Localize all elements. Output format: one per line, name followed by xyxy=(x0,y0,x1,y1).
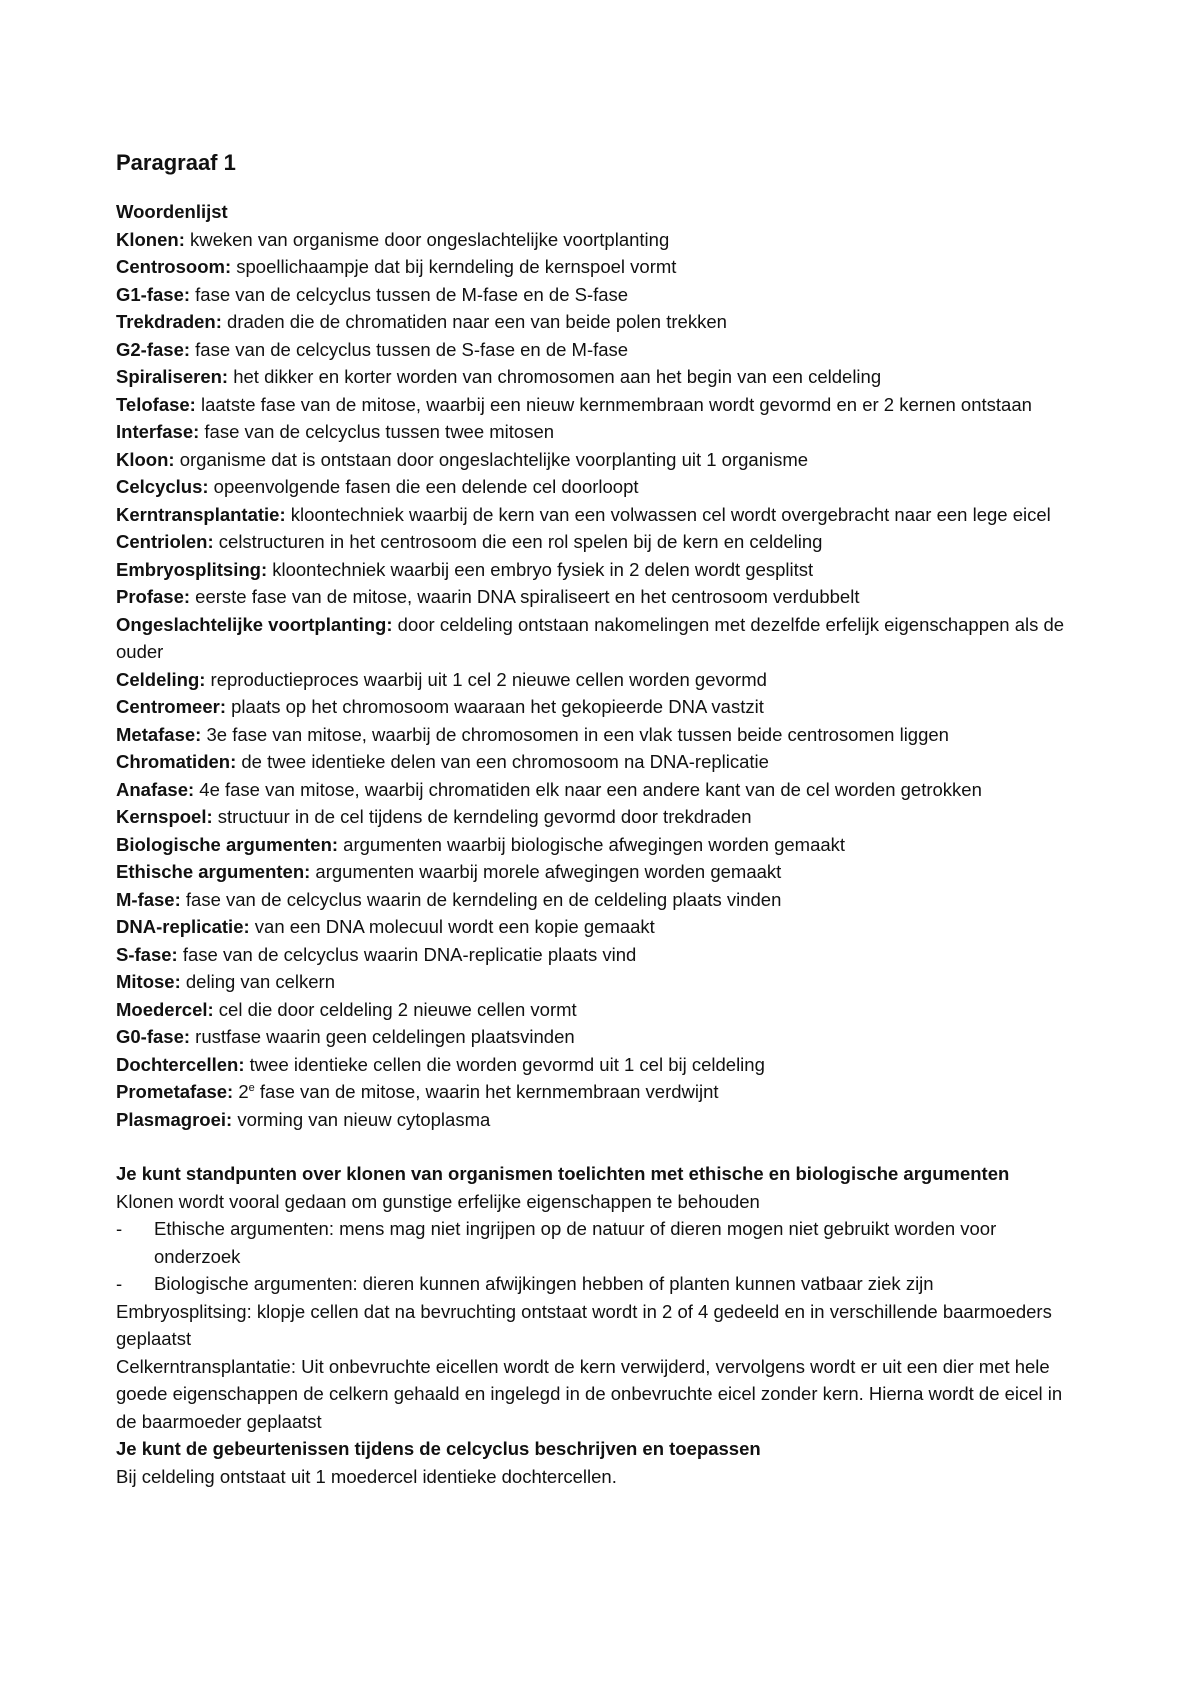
glossary-entry xyxy=(116,391,1076,419)
glossary-term: Celcyclus: xyxy=(116,476,209,497)
glossary-definition: 2 xyxy=(233,1081,249,1102)
bullet-text: Biologische argumenten: dieren kunnen afwijkingen hebben of planten kunnen vatbaar ziek zijn xyxy=(154,1273,934,1294)
glossary-entry xyxy=(116,803,1076,831)
glossary-term: Moedercel: xyxy=(116,998,214,1020)
glossary-term: Spiraliseren: xyxy=(116,366,229,387)
glossary-entry xyxy=(116,253,1076,281)
bullet-item xyxy=(116,1270,1076,1298)
bullet-dash: - xyxy=(116,1218,123,1239)
glossary-definition: opeenvolgende fasen die een delende cel doorloopt xyxy=(208,476,639,497)
glossary-term: Embryosplitsing: xyxy=(116,558,268,580)
glossary-entry xyxy=(116,226,1076,254)
glossary-definition: cel die door celdeling 2 nieuwe cellen vormt xyxy=(213,998,577,1020)
glossary-entry xyxy=(116,776,1076,804)
glossary-term: Klonen: xyxy=(116,228,185,250)
paragraph: Bij celdeling ontstaat uit 1 moedercel identieke dochtercellen. xyxy=(116,1465,617,1487)
glossary-definition: spoellichaampje dat bij kerndeling de kernspoel vormt xyxy=(231,256,677,277)
section-heading: Je kunt standpunten over klonen van organismen toelichten met ethische en biologische argumenten xyxy=(116,1163,1010,1184)
paragraph: Klonen wordt vooral gedaan om gunstige erfelijke eigenschappen te behouden xyxy=(116,1190,760,1212)
glossary-entry xyxy=(116,583,1076,611)
page-title: Paragraaf 1 xyxy=(116,150,236,175)
glossary-entry xyxy=(116,968,1076,996)
glossary-term: Ongeslachtelijke voortplanting: xyxy=(116,613,393,635)
glossary-entry xyxy=(116,941,1076,969)
glossary-term: Metafase: xyxy=(116,723,202,745)
glossary-entry xyxy=(116,666,1076,694)
glossary-term: DNA-replicatie: xyxy=(116,916,250,937)
glossary-term: Celdeling: xyxy=(116,668,206,690)
glossary-definition: fase van de celcyclus waarin DNA-replicatie plaats vind xyxy=(177,943,637,965)
paragraph: Embryosplitsing: klopje cellen dat na bevruchting ontstaat wordt in 2 of 4 gedeeld en in verschillende baarmoeders geplaatst xyxy=(116,1300,1052,1349)
glossary-term: G1-fase: xyxy=(116,283,191,305)
glossary-entry xyxy=(116,308,1076,336)
glossary-term: Interfase: xyxy=(116,421,200,442)
glossary-entry xyxy=(116,446,1076,474)
glossary-entry xyxy=(116,1023,1076,1051)
glossary-term: Plasmagroei: xyxy=(116,1108,233,1130)
glossary-definition: argumenten waarbij biologische afwegingen worden gemaakt xyxy=(338,833,846,855)
glossary-list xyxy=(116,226,1076,1079)
glossary-term: G0-fase: xyxy=(116,1026,191,1047)
glossary-term: Trekdraden: xyxy=(116,311,222,332)
glossary-definition: structuur in de cel tijdens de kerndeling gevormd door trekdraden xyxy=(212,806,752,827)
glossary-term: Centrosoom: xyxy=(116,256,232,277)
glossary-term: Kloon: xyxy=(116,448,175,470)
glossary-entry xyxy=(116,501,1076,529)
glossary-term: Ethische argumenten: xyxy=(116,861,311,882)
glossary-term: Profase: xyxy=(116,586,191,607)
glossary-definition: de twee identieke delen van een chromosoom na DNA-replicatie xyxy=(236,751,769,772)
glossary-entry xyxy=(116,1051,1076,1079)
glossary-definition: deling van celkern xyxy=(180,971,336,992)
glossary-entry xyxy=(116,721,1076,749)
glossary-entry-prometafase xyxy=(116,1078,1076,1106)
glossary-definition: twee identieke cellen die worden gevormd uit 1 cel bij celdeling xyxy=(244,1053,765,1075)
glossary-entry xyxy=(116,528,1076,556)
glossary-entry xyxy=(116,693,1076,721)
glossary-entry xyxy=(116,281,1076,309)
glossary-term: Centromeer: xyxy=(116,696,226,717)
glossary-term: Centriolen: xyxy=(116,531,214,552)
glossary-definition: draden die de chromatiden naar een van beide polen trekken xyxy=(221,311,727,332)
glossary-entry xyxy=(116,336,1076,364)
glossary-definition: 3e fase van mitose, waarbij de chromosomen in een vlak tussen beide centrosomen liggen xyxy=(201,723,949,745)
glossary-definition: door celdeling ontstaan nakomelingen met dezelfde erfelijk eigenschappen als de ouder xyxy=(116,613,1065,662)
glossary-entry-plasmagroei xyxy=(116,1106,1076,1134)
glossary-entry xyxy=(116,473,1076,501)
glossary-definition: organisme dat is ontstaan door ongeslachtelijke voorplanting uit 1 organisme xyxy=(174,448,809,470)
glossary-entry xyxy=(116,913,1076,941)
glossary-definition: vorming van nieuw cytoplasma xyxy=(232,1108,491,1130)
paragraph: Celkerntransplantatie: Uit onbevruchte eicellen wordt de kern verwijderd, vervolgens wordt er uit een dier met hele goede eigenschappen de celkern gehaald en ingelegd in de onbevruchte eicel zonder kern. Hierna wordt de eicel in de baarmoeder geplaatst xyxy=(116,1355,1063,1432)
glossary-term: Kerntransplantatie: xyxy=(116,503,286,525)
glossary-term: Mitose: xyxy=(116,971,181,992)
glossary-definition: plaats op het chromosoom waaraan het gekopieerde DNA vastzit xyxy=(226,696,764,717)
glossary-entry xyxy=(116,858,1076,886)
glossary-definition: fase van de celcyclus tussen twee mitosen xyxy=(199,421,555,442)
glossary-term: S-fase: xyxy=(116,943,178,965)
glossary-term: Biologische argumenten: xyxy=(116,833,339,855)
glossary-definition: celstructuren in het centrosoom die een rol spelen bij de kern en celdeling xyxy=(213,531,823,552)
document-page xyxy=(116,148,1076,1490)
glossary-entry xyxy=(116,831,1076,859)
glossary-term: M-fase: xyxy=(116,888,181,910)
bullet-text: Ethische argumenten: mens mag niet ingrijpen op de natuur of dieren mogen niet gebruikt worden voor onderzoek xyxy=(154,1218,997,1267)
glossary-definition: rustfase waarin geen celdelingen plaatsvinden xyxy=(190,1026,575,1047)
glossary-entry xyxy=(116,611,1076,666)
bullet-dash: - xyxy=(116,1273,123,1294)
glossary-definition: fase van de celcyclus tussen de M-fase en de S-fase xyxy=(190,283,629,305)
superscript: e xyxy=(248,1081,255,1094)
glossary-term: G2-fase: xyxy=(116,338,191,360)
glossary-definition: fase van de celcyclus waarin de kerndeling en de celdeling plaats vinden xyxy=(180,888,782,910)
glossary-entry xyxy=(116,363,1076,391)
glossary-entry xyxy=(116,996,1076,1024)
glossary-term: Telofase: xyxy=(116,393,196,415)
glossary-term: Dochtercellen: xyxy=(116,1053,245,1075)
glossary-definition: fase van de celcyclus tussen de S-fase en de M-fase xyxy=(190,338,629,360)
glossary-definition: van een DNA molecuul wordt een kopie gemaakt xyxy=(249,916,655,937)
glossary-definition: eerste fase van de mitose, waarin DNA spiraliseert en het centrosoom verdubbelt xyxy=(190,586,860,607)
glossary-entry xyxy=(116,748,1076,776)
glossary-term: Anafase: xyxy=(116,778,195,800)
glossary-entry xyxy=(116,556,1076,584)
glossary-entry xyxy=(116,886,1076,914)
glossary-definition: argumenten waarbij morele afwegingen worden gemaakt xyxy=(310,861,782,882)
glossary-entry xyxy=(116,418,1076,446)
glossary-title: Woordenlijst xyxy=(116,201,228,222)
glossary-definition: het dikker en korter worden van chromosomen aan het begin van een celdeling xyxy=(228,366,882,387)
section-heading: Je kunt de gebeurtenissen tijdens de celcyclus beschrijven en toepassen xyxy=(116,1438,761,1459)
glossary-definition: fase van de mitose, waarin het kernmembraan verdwijnt xyxy=(254,1081,719,1102)
glossary-definition: kweken van organisme door ongeslachtelijke voortplanting xyxy=(184,228,670,250)
glossary-definition: reproductieproces waarbij uit 1 cel 2 nieuwe cellen worden gevormd xyxy=(205,668,767,690)
glossary-term: Kernspoel: xyxy=(116,806,213,827)
glossary-definition: kloontechniek waarbij de kern van een volwassen cel wordt overgebracht naar een lege eicel xyxy=(285,503,1051,525)
glossary-definition: kloontechniek waarbij een embryo fysiek in 2 delen wordt gesplitst xyxy=(267,558,814,580)
glossary-term: Chromatiden: xyxy=(116,751,237,772)
glossary-definition: 4e fase van mitose, waarbij chromatiden elk naar een andere kant van de cel worden getrokken xyxy=(194,778,982,800)
glossary-definition: laatste fase van de mitose, waarbij een nieuw kernmembraan wordt gevormd en er 2 kernen ontstaan xyxy=(195,393,1032,415)
bullet-item xyxy=(116,1215,1076,1270)
spacer xyxy=(116,1133,1076,1160)
glossary-term: Prometafase: xyxy=(116,1081,234,1102)
